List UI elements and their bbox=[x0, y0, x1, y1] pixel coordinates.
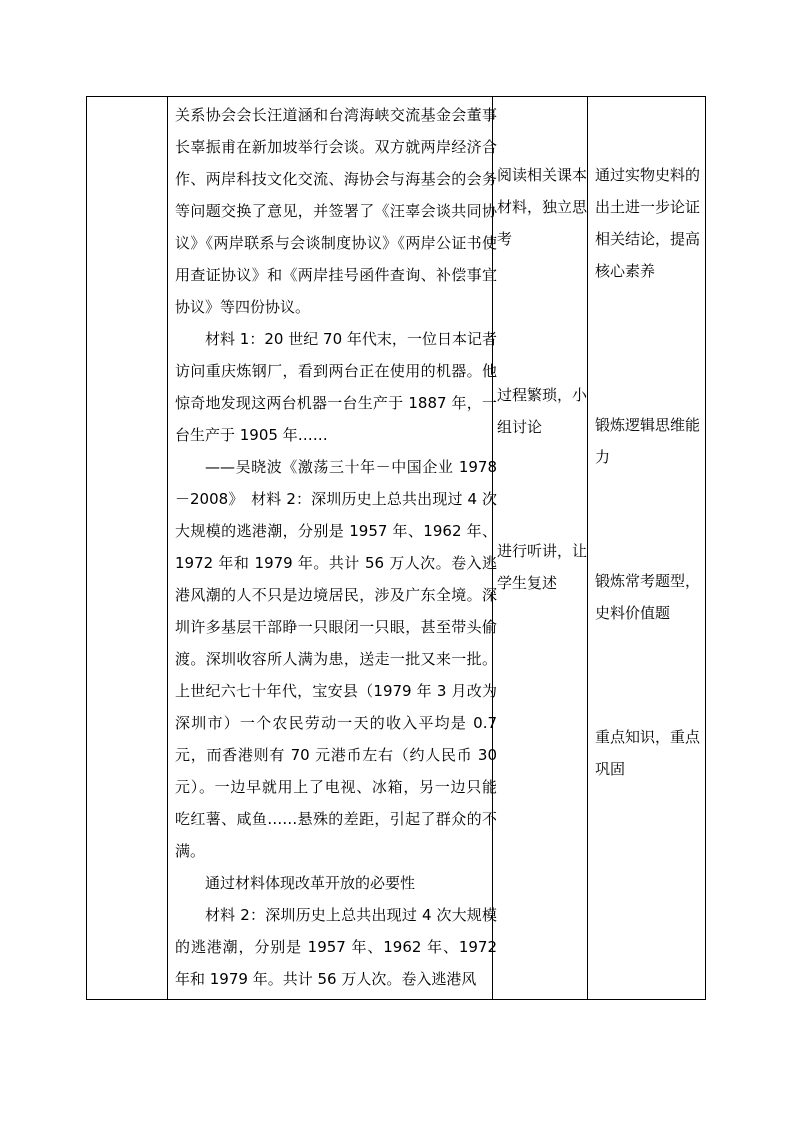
design-intent-3: 锻炼常考题型，史料价值题 bbox=[595, 572, 701, 622]
material-1-paragraph: 材料 1：20 世纪 70 年代末，一位日本记者访问重庆炼钢厂，看到两台正在使用的机器。他惊奇地发现这两台机器一台生产于 1887 年，一台生产于 1905 年…… bbox=[175, 330, 497, 444]
material-2-repeat-paragraph: 材料 2：深圳历史上总共出现过 4 次大规模的逃港潮，分别是 1957 年、1962 年、1972 年和 1979 年。共计 56 万人次。卷入逃港风 bbox=[175, 906, 497, 988]
design-intent-2: 锻炼逻辑思维能力 bbox=[595, 416, 701, 466]
teaching-content-cell bbox=[175, 99, 497, 995]
design-intent-4: 重点知识，重点巩固 bbox=[595, 728, 701, 778]
summary-line: 通过材料体现改革开放的必要性 bbox=[205, 874, 416, 892]
student-activity-2: 过程繁琐，小组讨论 bbox=[497, 386, 588, 436]
student-activity-3: 进行听讲，让学生复述 bbox=[497, 542, 588, 592]
material-2-paragraph: ——吴晓波《激荡三十年－中国企业 1978－2008》 材料 2：深圳历史上总共出现过 4 次大规模的逃港潮，分别是 1957 年、1962 年、1972 年和 1979 年。共计 56 万人次。卷入逃港风潮的人不只是边境居民，涉及广东全境。深圳许多基层干部睁一只眼闭一只眼，甚至带头偷渡。深圳收容所人满为患，送走一批又来一批。上世纪六七十年代，宝安县（1979 年 3 月改为深圳市）一个农民劳动一天的收入平均是 0.7 元，而香港则有 70 元港币左右（约人民币 30 元）。一边早就用上了电视、冰箱，另一边只能吃红薯、咸鱼……悬殊的差距，引起了群众的不满。 bbox=[175, 458, 497, 860]
student-activity-1: 阅读相关课本材料，独立思考 bbox=[497, 166, 588, 248]
lesson-plan-table bbox=[86, 96, 706, 1000]
content-paragraph: 关系协会会长汪道涵和台湾海峡交流基金会董事长辜振甫在新加坡举行会谈。双方就两岸经济合作、两岸科技文化交流、海协会与海基会的会务等问题交换了意见，并签署了《汪辜会谈共同协议》《两岸联系与会谈制度协议》《两岸公证书使用查证协议》和《两岸挂号函件查询、补偿事宜协议》等四份协议。 bbox=[175, 106, 497, 316]
column-divider bbox=[167, 97, 168, 999]
design-intent-1: 通过实物史料的出土进一步论证相关结论，提高核心素养 bbox=[595, 166, 701, 280]
